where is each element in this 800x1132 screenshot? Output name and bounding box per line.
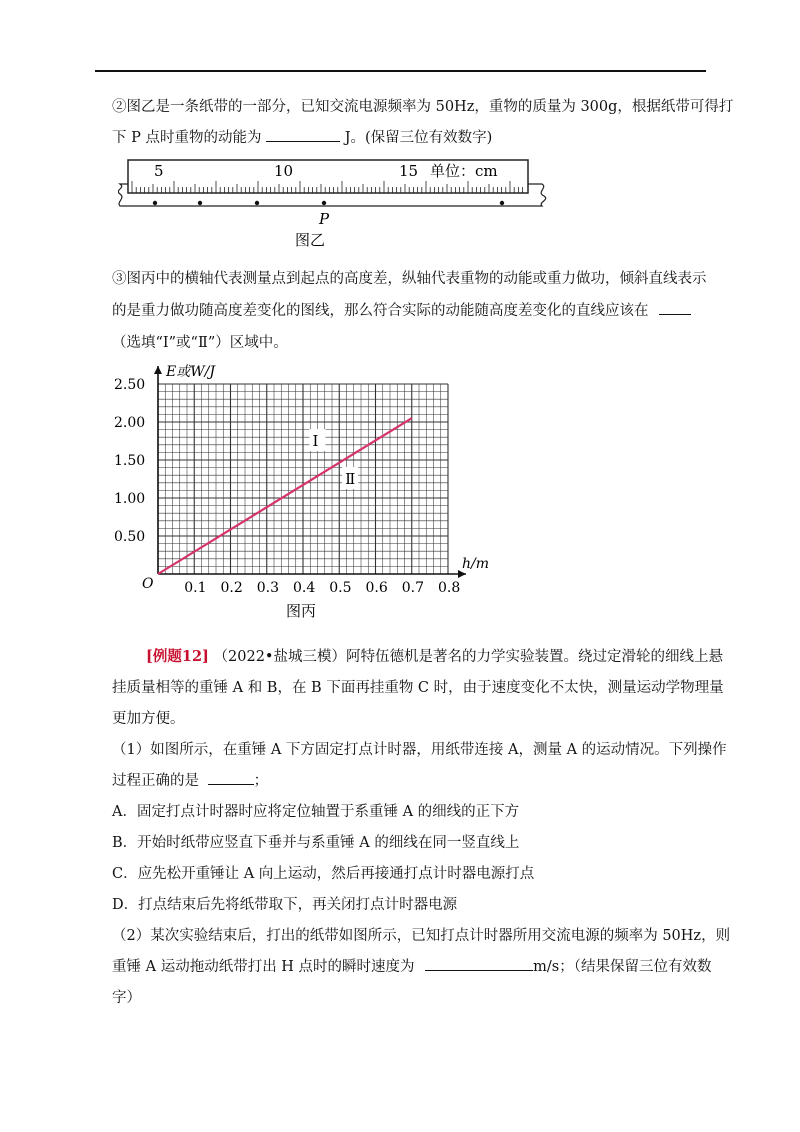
x-tick-label: 0.2 (220, 580, 243, 596)
chart-figure (108, 358, 508, 620)
option-d: D．打点结束后先将纸带取下，再关闭打点计时器电源 (112, 897, 458, 913)
q3-line2 (112, 299, 691, 320)
chart-series (158, 418, 412, 574)
ex12-p1-line1: （1）如图所示，在重锤 A 下方固定打点计时器，用纸带连接 A，测量 A 的运动情况。下列操作 (112, 742, 727, 758)
ex12-p2-line2 (112, 955, 712, 976)
tape-dot (153, 201, 157, 205)
x-axis-label: h/m (462, 556, 490, 572)
ex12-p1-line2 (112, 769, 268, 790)
point-p-label: P (319, 210, 330, 228)
ex12-p2-line1: （2）某次实验结束后，打出的纸带如图所示，已知打点计时器所用交流电源的频率为 50Hz，则 (112, 928, 731, 944)
ruler-label-10: 10 (274, 162, 294, 180)
region-label-ii: Ⅱ (345, 470, 356, 488)
ex12-p2-line2-post: m/s；（结果保留三位有效数 (533, 959, 712, 975)
y-axis-arrow (154, 366, 162, 374)
q2-line1: ②图乙是一条纸带的一部分，已知交流电源频率为 50Hz，重物的质量为 300g，根据纸带可得打 (112, 99, 734, 115)
x-tick-label: 0.1 (184, 580, 207, 596)
chart-regions (310, 429, 359, 489)
chart-ticks (114, 377, 460, 596)
q2-line2-pre: 下 P 点时重物的动能为 (112, 130, 262, 146)
ruler-caption: 图乙 (295, 231, 326, 249)
answer-blank-velocity[interactable] (425, 969, 533, 971)
tape-dot (255, 201, 259, 205)
ruler-label-5: 5 (154, 162, 164, 180)
ex12-p1-line2-pre: 过程正确的是 (112, 773, 199, 789)
example-tag: [例题12] (146, 648, 209, 665)
tape-dot (198, 201, 202, 205)
header-rule (95, 70, 706, 72)
x-tick-label: 0.3 (256, 580, 280, 596)
option-b: B．开始时纸带应竖直下垂并与系重锤 A 的细线在同一竖直线上 (112, 835, 520, 851)
q3-line3: （选填“Ⅰ”或“Ⅱ”）区域中。 (112, 335, 288, 351)
q3-line2-text: 的是重力做功随高度差变化的图线，那么符合实际的动能随高度差变化的直线应该在 (112, 303, 649, 319)
q2-line2-post: J。(保留三位有效数字) (344, 130, 493, 146)
origin-label: O (142, 576, 154, 592)
y-tick-label: 2.50 (114, 377, 146, 393)
ex12-line1-rest: 阿特伍德机是著名的力学实验装置。绕过定滑轮的细线上悬 (345, 649, 723, 665)
series-line-work (158, 418, 412, 574)
ex12-p1-line2-post: ； (253, 773, 269, 789)
x-tick-label: 0.8 (438, 580, 461, 596)
y-tick-label: 1.50 (114, 453, 146, 469)
option-a: A．固定打点计时器时应将定位轴置于系重锤 A 的细线的正下方 (112, 804, 520, 820)
x-tick-label: 0.4 (293, 580, 316, 596)
tape-dot (500, 201, 504, 205)
q2-line2 (112, 126, 492, 147)
region-label-i: Ⅰ (312, 432, 319, 450)
ex12-line1 (146, 645, 723, 666)
chart-grid (158, 384, 448, 574)
tape-dot-p (322, 201, 326, 205)
y-tick-label: 0.50 (114, 529, 146, 545)
y-axis-label: E或W/J (166, 364, 215, 380)
answer-blank-operation[interactable] (208, 783, 254, 785)
ex12-p2-line3: 字） (112, 990, 141, 1006)
ex12-line2: 挂质量相等的重锤 A 和 B，在 B 下面再挂重物 C 时，由于速度变化不太快，测量运动学物理量 (112, 680, 724, 696)
option-c: C．应先松开重锤让 A 向上运动，然后再接通打点计时器电源打点 (112, 866, 535, 882)
answer-blank-region[interactable] (659, 313, 691, 315)
y-tick-label: 1.00 (114, 491, 146, 507)
ruler-unit: 单位：cm (430, 162, 498, 180)
x-tick-label: 0.7 (401, 580, 425, 596)
ex12-line3: 更加方便。 (112, 711, 185, 727)
q3-line1: ③图丙中的横轴代表测量点到起点的高度差，纵轴代表重物的动能或重力做功，倾斜直线表示 (112, 271, 707, 287)
ruler-label-15: 15 (399, 162, 419, 180)
chart-caption: 图丙 (286, 602, 317, 620)
x-tick-label: 0.6 (365, 580, 388, 596)
example-source: （2022•盐城三模） (213, 649, 346, 665)
y-tick-label: 2.00 (114, 415, 146, 431)
ex12-p2-line2-pre: 重锤 A 运动拖动纸带打出 H 点时的瞬时速度为 (112, 959, 415, 975)
x-tick-label: 0.5 (329, 580, 352, 596)
answer-blank-kinetic-energy[interactable] (266, 140, 340, 142)
ruler-figure (118, 158, 550, 250)
